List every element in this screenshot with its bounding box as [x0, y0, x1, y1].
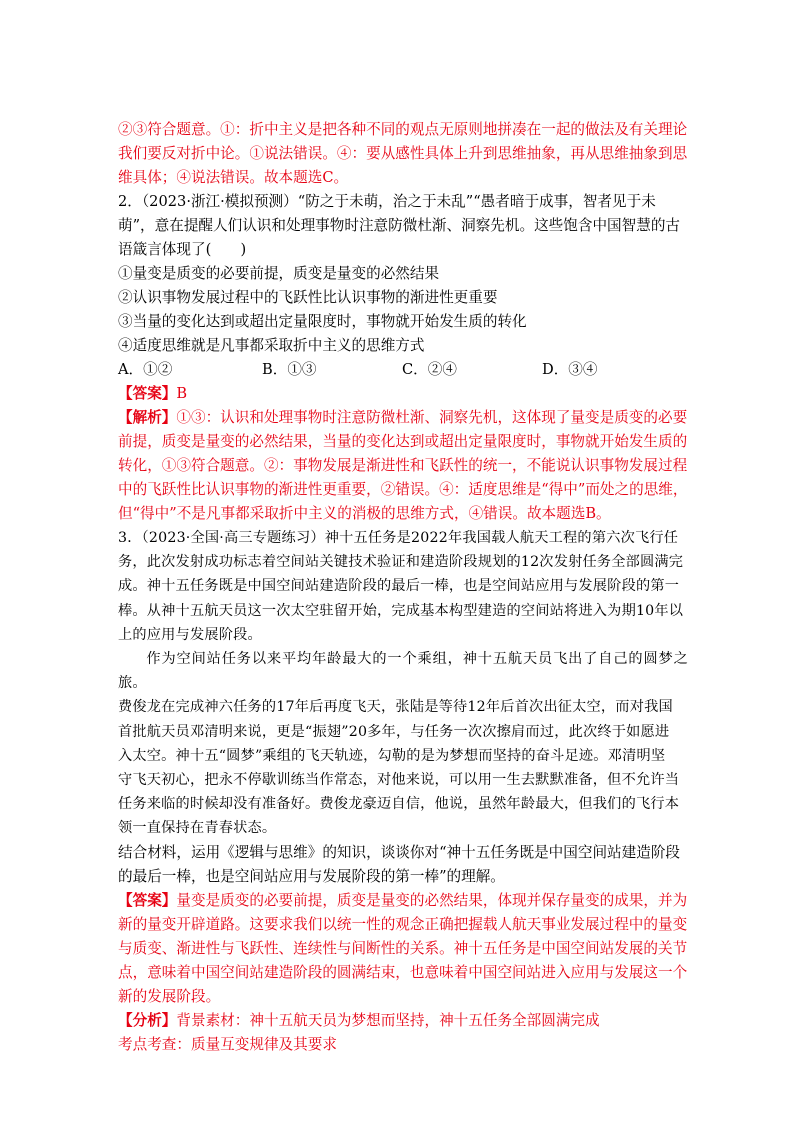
q3-answer — [118, 889, 688, 1009]
option-a: A．①② — [118, 361, 173, 378]
material-line: 守飞天初心，把永不停歇训练当作常态，对他来说，可以用一生去默默准备，但不允许当 — [118, 772, 680, 789]
text-line: 我们要反对折中论。①说法错误。④：要从感性具体上升到思维抽象，再从思维抽象到思 — [118, 145, 688, 162]
text-line: 维具体；④说法错误。故本题选C。 — [118, 169, 349, 186]
q2-answer — [118, 382, 688, 406]
fenxi-tag: 【分析】 — [118, 1011, 177, 1029]
q3-question-line: 的最后一棒，也是空间站应用与发展阶段的第一棒”的理解。 — [118, 867, 505, 885]
kaodian-line: 考点考查：质量互变规律及其要求 — [118, 1035, 337, 1053]
q2-statement-3: ③当量的变化达到或超出定量限度时，事物就开始发生质的转化 — [118, 313, 527, 330]
q3-material-1 — [118, 526, 688, 647]
answer-line — [118, 889, 688, 913]
q3-question-line: 结合材料，运用《逻辑与思维》的知识，谈谈你对“神十五任务既是中国空间站建造阶段 — [118, 843, 681, 861]
analysis-tag: 【解析】 — [118, 409, 177, 426]
answer-value: B — [176, 385, 188, 402]
answer-text: 量变是质变的必要前提，质变是量变的必然结果，体现并保存量变的成果，并为 — [176, 891, 688, 909]
question-2 — [118, 190, 688, 526]
q2-stem-line: 2．（2023·浙江·模拟预测）“防之于未萌，治之于未乱”“愚者暗于成事，智者见于未 — [118, 193, 656, 210]
q2-stem-line: 萌”，意在提醒人们认识和处理事物时注意防微杜渐、洞察先机。这些饱含中国智慧的古 — [118, 217, 681, 234]
material-line: 领一直保持在青春状态。 — [118, 820, 277, 837]
option-c: C．②④ — [402, 361, 457, 378]
material-line: 棒。从神十五航天员这一次太空驻留开始，完成基本构型建造的空间站将进入为期10年以 — [118, 602, 684, 619]
text-line: ②③符合题意。①：折中主义是把各种不同的观点无原则地拼凑在一起的做法及有关理论 — [118, 121, 688, 138]
document-page — [118, 118, 688, 1057]
analysis-line: 转化，①③符合题意。②：事物发展是渐进性和飞跃性的统一，不能说认识事物发展过程 — [118, 457, 688, 474]
analysis-text: ①③：认识和处理事物时注意防微杜渐、洞察先机，这体现了量变是质变的必要 — [176, 409, 688, 426]
q3-material-2 — [118, 647, 688, 841]
option-b: B．①③ — [262, 361, 317, 378]
q2-options — [118, 358, 688, 382]
analysis-line: 中的飞跃性比认识事物的渐进性更重要，②错误。④：适度思维是“得中”而处之的思维， — [118, 481, 688, 498]
material-line: 务，此次发射成功标志着空间站关键技术验证和建造阶段规划的12次发射任务全部圆满完 — [118, 554, 684, 571]
q2-statement-2: ②认识事物发展过程中的飞跃性比认识事物的渐进性更重要 — [118, 289, 498, 306]
option-d: D．③④ — [542, 361, 598, 378]
material-line: 3．（2023·全国·高三专题练习）神十五任务是2022年我国载人航天工程的第六次飞行任 — [118, 530, 679, 546]
analysis-line: 但“得中”不是凡事都采取折中主义的消极的思维方式，④错误。故本题选B。 — [118, 505, 611, 522]
material-line: 上的应用与发展阶段。 — [118, 626, 262, 643]
fenxi-line — [118, 1009, 688, 1033]
material-line: 入太空。神十五“圆梦”乘组的飞天轨迹，勾勒的是为梦想而坚持的奋斗足迹。邓清明坚 — [118, 747, 666, 764]
analysis-line: 前提，质变是量变的必然结果，当量的变化达到或超出定量限度时，事物就开始发生质的 — [118, 433, 688, 450]
answer-line: 点，意味着中国空间站建造阶段的圆满结束，也意味着中国空间站进入应用与发展这一个 — [118, 963, 688, 981]
analysis-line — [118, 406, 688, 430]
q2-analysis — [118, 406, 688, 526]
q1-analysis-tail — [118, 118, 688, 190]
q2-statement-4: ④适度思维就是凡事都采取折中主义的思维方式 — [118, 337, 425, 354]
material-line: 费俊龙在完成神六任务的17年后再度飞天，张陆是等待12年后首次出征太空，而对我国 — [118, 699, 673, 716]
material-line: 首批航天员邓清明来说，更是“振翅”20多年，与任务一次次擦肩而过，此次终于如愿进 — [118, 723, 670, 740]
fenxi-text: 背景素材：神十五航天员为梦想而坚持，神十五任务全部圆满完成 — [176, 1011, 600, 1029]
material-line: 任务来临的时候却没有准备好。费俊龙豪迈自信，他说，虽然年龄最大，但我们的飞行本 — [118, 796, 680, 813]
answer-tag: 【答案】 — [118, 891, 177, 909]
question-3 — [118, 526, 688, 1057]
q2-stem-line: 语箴言体现了( ) — [118, 241, 247, 258]
material-line: 成。神十五任务既是中国空间站建造阶段的最后一棒，也是空间站应用与发展阶段的第一 — [118, 578, 680, 595]
answer-tag: 【答案】 — [118, 385, 177, 402]
q3-fenxi — [118, 1009, 688, 1057]
q2-statement-1: ①量变是质变的必要前提，质变是量变的必然结果 — [118, 265, 440, 282]
answer-line: 与质变、渐进性与飞跃性、连续性与间断性的关系。神十五任务是中国空间站发展的关节 — [118, 939, 688, 957]
answer-line: 新的量变开辟道路。这要求我们以统一性的观念正确把握载人航天事业发展过程中的量变 — [118, 915, 688, 933]
answer-line: 新的发展阶段。 — [118, 987, 221, 1005]
material-line: 作为空间站任务以来平均年龄最大的一个乘组，神十五航天员飞出了自己的圆梦之旅。 — [118, 651, 688, 692]
